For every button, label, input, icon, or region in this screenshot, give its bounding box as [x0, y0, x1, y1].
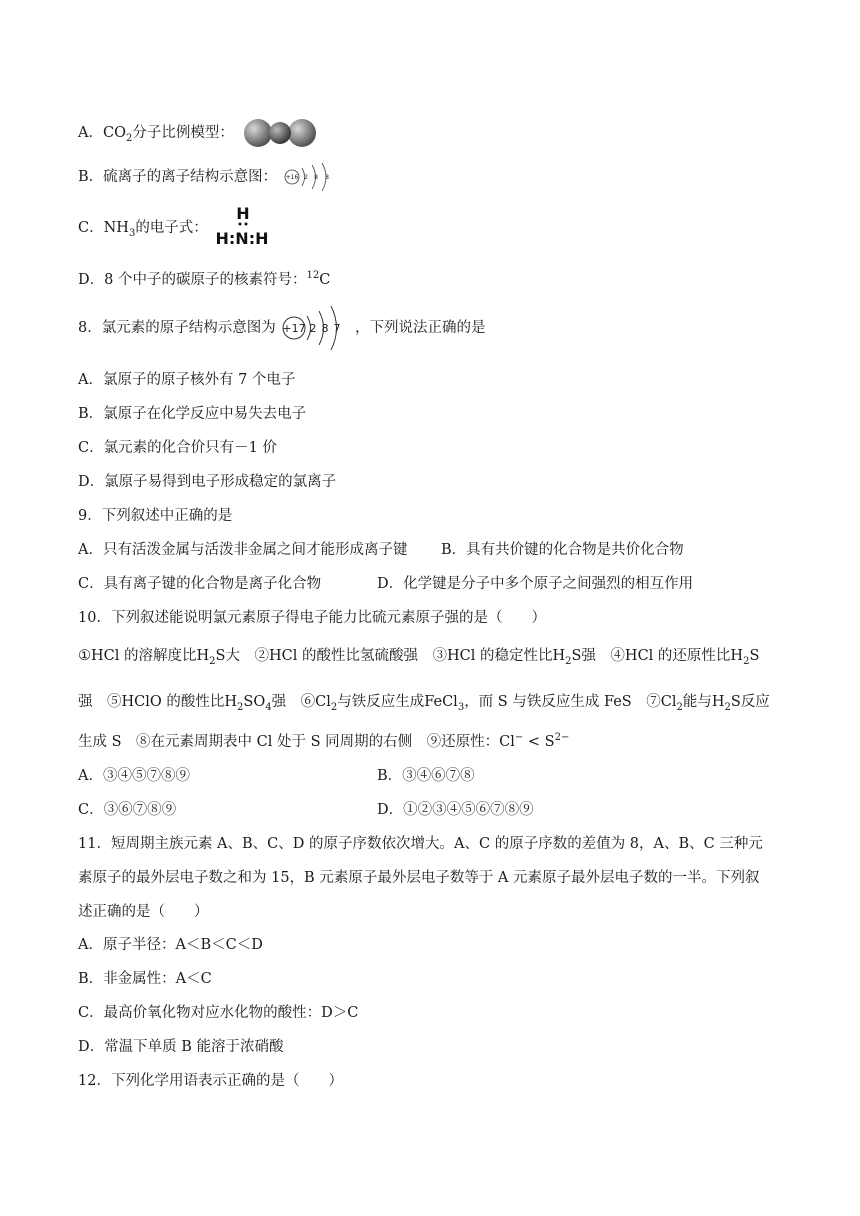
- nh3-bottom-row: H:N:H: [215, 229, 269, 248]
- q7-a-subscript: 2: [125, 132, 133, 144]
- q10-s2c-text: 与铁反应生成: [337, 694, 425, 710]
- chlorine-atom-structure-diagram: [280, 304, 350, 352]
- q7-c-text: 的电子式：: [135, 220, 208, 236]
- q10-option-a: A．③④⑤⑦⑧⑨: [78, 768, 190, 784]
- cl2-formula-2: $Cl_2$: [660, 694, 683, 713]
- q9-stem: 9．下列叙述中正确的是: [78, 508, 233, 524]
- sulfide-shell-1: 2: [303, 174, 308, 181]
- q11-option-a: A．原子半径：A＜B＜C＜D: [78, 937, 263, 953]
- q7-a-text: 分子比例模型：: [132, 125, 234, 141]
- q10-s1-text: ①HCl 的溶解度比: [78, 648, 197, 664]
- chlorine-shell-3: 7: [333, 322, 341, 335]
- q10-s2e-text: 能与: [682, 694, 712, 710]
- q8-option-a: A．氯原子的原子核外有 7 个电子: [78, 372, 296, 388]
- q7-d-text: D．8 个中子的碳原子的核素符号：: [78, 272, 307, 288]
- q10-stem: 10．下列叙述能说明氯元素原子得电子能力比硫元素原子强的是（ ）: [78, 610, 546, 626]
- h2s-formula-1: $H_2S$: [196, 648, 226, 667]
- reducing-comparison: $Cl^- < S^{2-}$: [499, 732, 570, 750]
- nh3-top-h: H: [236, 204, 250, 223]
- h2s-formula-3: $H_2S$: [730, 648, 760, 667]
- chlorine-nucleus-label: +17: [282, 322, 306, 335]
- cl2-formula-1: $Cl_2$: [315, 694, 338, 713]
- q11-stem-line-2: 素原子的最外层电子数之和为 15，B 元素原子最外层电子数等于 A 元素原子最外层电子数的一半。下列叙: [78, 870, 760, 886]
- q10-option-c: C．③⑥⑦⑧⑨: [78, 802, 177, 818]
- q11-stem-line-1: 11．短周期主族元素 A、B、C、D 的原子序数依次增大。A、C 的原子序数的差值为 8，A、B、C 三种元: [78, 836, 763, 852]
- q10-s2f-text: 反应: [740, 694, 770, 710]
- q7-option-d: [78, 270, 330, 290]
- q9-option-d: D．化学键是分子中多个原子之间强烈的相互作用: [377, 576, 694, 592]
- q8-stem-suffix: ，下列说法正确的是: [354, 320, 486, 336]
- h2so4-formula: $H_2SO_4$: [224, 694, 272, 713]
- q10-statements-line-2: [78, 692, 770, 712]
- q10-option-d: D．①②③④⑤⑥⑦⑧⑨: [377, 802, 534, 818]
- h2s-formula-2: $H_2S$: [552, 648, 582, 667]
- q10-s2d-text: ，而 S 与铁反应生成 FeS ⑦: [464, 694, 661, 710]
- fecl3-formula: FeCl$_3$: [424, 694, 465, 713]
- q7-d-element: C: [319, 272, 331, 288]
- q8-option-b: B．氯原子在化学反应中易失去电子: [78, 406, 307, 422]
- q7-a-prefix: A．CO: [78, 125, 126, 141]
- q10-s2b-text: 强 ⑥: [271, 694, 316, 710]
- q7-option-c: [78, 218, 208, 238]
- q9-option-c: C．具有离子键的化合物是离子化合物: [78, 576, 322, 592]
- q9-option-a: A．只有活泼金属与活泼非金属之间才能形成离子键: [78, 542, 408, 558]
- q8-option-c: C．氯元素的化合价只有－1 价: [78, 440, 277, 456]
- q11-stem-line-3: 述正确的是（ ）: [78, 904, 209, 920]
- sulfide-shell-3: 8: [324, 174, 329, 181]
- q11-option-b: B．非金属性：A＜C: [78, 971, 212, 987]
- sulfide-ion-structure-diagram: [282, 162, 338, 192]
- q8-stem: [78, 318, 485, 338]
- q10-option-b: B．③④⑥⑦⑧: [377, 768, 475, 784]
- chlorine-shell-1: 2: [309, 322, 317, 335]
- q7-b-text: B．硫离子的离子结构示意图：: [78, 169, 278, 185]
- q8-stem-prefix: 8．氯元素的原子结构示意图为: [78, 320, 276, 336]
- q7-d-mass-number: 12: [306, 270, 320, 282]
- q10-s2a-text: 强 ⑤HClO 的酸性比: [78, 694, 225, 710]
- q10-statements-line-3: [78, 732, 569, 752]
- q10-statements-line-1: [78, 646, 759, 666]
- q7-c-subscript: 3: [128, 227, 136, 239]
- q10-s3a-text: 生成 S ⑧在元素周期表中 Cl 处于 S 同周期的右侧 ⑨还原性：: [78, 734, 500, 750]
- q7-c-prefix: C．NH: [78, 220, 129, 236]
- q12-stem: 12．下列化学用语表示正确的是（ ）: [78, 1073, 343, 1089]
- q7-option-a: [78, 116, 320, 150]
- sulfide-nucleus-label: +16: [285, 174, 299, 181]
- q11-option-c: C．最高价氧化物对应水化物的酸性：D＞C: [78, 1005, 359, 1021]
- q11-option-d: D．常温下单质 B 能溶于浓硝酸: [78, 1039, 284, 1055]
- q10-s1c-text: 强 ④HCl 的还原性比: [581, 648, 731, 664]
- q7-option-b: [78, 162, 338, 192]
- nh3-electron-formula: [208, 204, 272, 248]
- chlorine-shell-2: 8: [321, 322, 329, 335]
- sulfide-shell-2: 8: [313, 174, 318, 181]
- co2-space-filling-model: [240, 116, 320, 150]
- q8-option-d: D．氯原子易得到电子形成稳定的氯离子: [78, 474, 337, 490]
- q10-s1b-text: 大 ②HCl 的酸性比氢硫酸强 ③HCl 的稳定性比: [225, 648, 553, 664]
- h2s-formula-4: $H_2S$: [711, 694, 741, 713]
- q9-option-b: B．具有共价键的化合物是共价化合物: [441, 542, 684, 558]
